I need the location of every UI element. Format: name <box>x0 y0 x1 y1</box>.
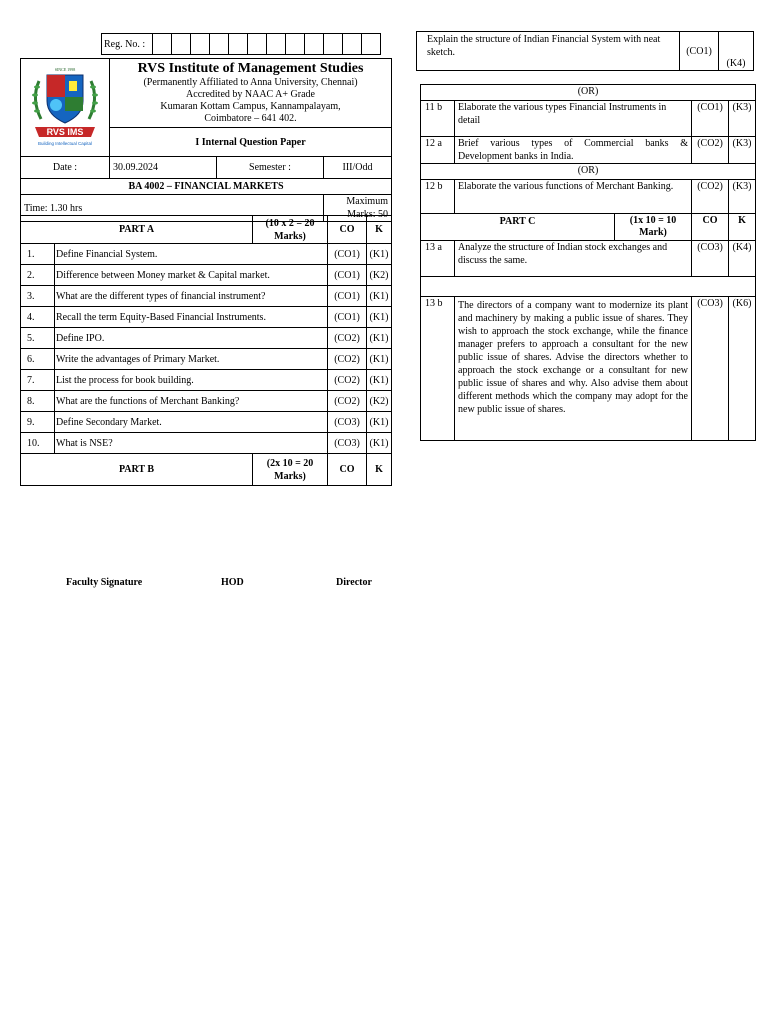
faculty-signature-label: Faculty Signature <box>66 577 143 588</box>
course-title: BA 4002 – FINANCIAL MARKETS <box>21 179 392 195</box>
question-co: (CO3) <box>692 297 729 441</box>
reg-no-box <box>324 34 343 55</box>
question-text: The directors of a company want to modernize its plant and machinery by making a public issue of shares. They wish to approach the stock exchange, while the finance manager prefers to approach a consultant for the new public issue of shares. Advise the directors whether to approach the stock exchange or a consultant for new public issue of shares and why. Also advise them about different methods which the company may adopt for the new public issue of shares. <box>455 297 692 441</box>
reg-no-box <box>229 34 248 55</box>
question-co: (CO2) <box>328 328 367 349</box>
question-co: (CO3) <box>328 412 367 433</box>
question-k: (K6) <box>729 297 756 441</box>
reg-no-box <box>343 34 362 55</box>
question-k: (K1) <box>367 349 392 370</box>
question-number: 13 b <box>421 297 455 441</box>
part-a-question-row <box>21 244 392 265</box>
director-signature-label: Director <box>336 577 372 588</box>
question-11a-table <box>416 31 754 71</box>
question-text: Difference between Money market & Capital market. <box>55 265 328 286</box>
question-k: (K1) <box>367 244 392 265</box>
part-a-question-row <box>21 328 392 349</box>
part-a-question-row <box>21 433 392 454</box>
reg-no-table <box>101 33 381 55</box>
question-number: 9. <box>21 412 55 433</box>
question-number: 2. <box>21 265 55 286</box>
k-header: K <box>367 216 392 244</box>
hod-signature-label: HOD <box>221 577 244 588</box>
reg-no-box <box>172 34 191 55</box>
date-value: 30.09.2024 <box>110 157 217 179</box>
reg-no-box <box>362 34 381 55</box>
question-co: (CO1) <box>692 101 729 137</box>
question-co: (CO1) <box>328 307 367 328</box>
part-a-question-row <box>21 286 392 307</box>
date-label: Date : <box>21 157 110 179</box>
institute-city: Coimbatore – 641 402. <box>204 113 297 124</box>
k-header: K <box>729 214 756 241</box>
question-co: (CO3) <box>692 241 729 277</box>
question-text: Recall the term Equity-Based Financial Instruments. <box>55 307 328 328</box>
logo-cell <box>21 59 110 157</box>
reg-no-box <box>286 34 305 55</box>
institute-accreditation: Accredited by NAAC A+ Grade <box>186 89 315 100</box>
logo-text: RVS IMS <box>46 126 84 137</box>
question-k: (K3) <box>729 101 756 137</box>
question-text: What are the functions of Merchant Banking? <box>55 391 328 412</box>
reg-no-box <box>191 34 210 55</box>
part-a-question-row <box>21 391 392 412</box>
question-text: Define Financial System. <box>55 244 328 265</box>
part-a-table <box>20 215 392 486</box>
question-co: (CO1) <box>680 32 719 71</box>
question-number: 8. <box>21 391 55 412</box>
question-k: (K1) <box>367 433 392 454</box>
reg-no-box <box>248 34 267 55</box>
question-number: 1. <box>21 244 55 265</box>
part-a-title: PART A <box>21 216 253 244</box>
part-a-question-row <box>21 370 392 391</box>
question-co: (CO1) <box>328 244 367 265</box>
question-k: (K4) <box>729 241 756 277</box>
question-co: (CO2) <box>328 370 367 391</box>
part-c-title: PART C <box>499 216 536 227</box>
question-number: 5. <box>21 328 55 349</box>
co-header: CO <box>328 216 367 244</box>
question-text: Elaborate the various functions of Merchant Banking. <box>455 180 692 214</box>
part-a-questions <box>21 244 392 454</box>
question-k: (K1) <box>367 370 392 391</box>
institute-info <box>110 59 392 128</box>
question-number: 12 b <box>421 180 455 214</box>
part-b-title: PART B <box>21 454 253 486</box>
question-k: (K1) <box>367 286 392 307</box>
question-number: 6. <box>21 349 55 370</box>
question-number: 10. <box>21 433 55 454</box>
question-co: (CO1) <box>328 286 367 307</box>
question-k: (K4) <box>719 32 754 71</box>
question-number: 3. <box>21 286 55 307</box>
question-number: 7. <box>21 370 55 391</box>
or-separator: (OR) <box>421 164 756 180</box>
question-co: (CO2) <box>328 349 367 370</box>
part-b-c-table <box>420 84 756 441</box>
part-a-question-row <box>21 265 392 286</box>
reg-no-box <box>305 34 324 55</box>
institute-campus: Kumaran Kottam Campus, Kannampalayam, <box>160 101 341 112</box>
part-a-question-row <box>21 307 392 328</box>
question-k: (K1) <box>367 328 392 349</box>
question-k: (K3) <box>729 180 756 214</box>
question-number: 13 a <box>421 241 455 277</box>
question-text: Brief various types of Commercial banks & Development banks in India. <box>455 137 692 164</box>
co-header: CO <box>692 214 729 241</box>
or-separator: (OR) <box>421 85 756 101</box>
reg-no-box <box>153 34 172 55</box>
institute-affiliation: (Permanently Affiliated to Anna University, Chennai) <box>143 77 358 88</box>
question-text: What is NSE? <box>55 433 328 454</box>
question-co: (CO1) <box>328 265 367 286</box>
institute-name: RVS Institute of Management Studies <box>137 61 364 76</box>
question-co: (CO2) <box>328 391 367 412</box>
question-co: (CO2) <box>692 137 729 164</box>
question-text: Write the advantages of Primary Market. <box>55 349 328 370</box>
question-text: List the process for book building. <box>55 370 328 391</box>
header-table <box>20 58 392 222</box>
question-k: (K2) <box>367 265 392 286</box>
question-co: (CO3) <box>328 433 367 454</box>
part-b-marks: (2x 10 = 20 Marks) <box>253 454 328 486</box>
co-header: CO <box>328 454 367 486</box>
question-text: Define Secondary Market. <box>55 412 328 433</box>
question-k: (K3) <box>729 137 756 164</box>
logo-top-text: SINCE 1998 <box>54 66 76 72</box>
part-a-marks: (10 x 2 = 20 Marks) <box>253 216 328 244</box>
semester-value: III/Odd <box>324 157 392 179</box>
question-text: Define IPO. <box>55 328 328 349</box>
logo-tagline: Building Intellectual Capital <box>37 140 93 146</box>
question-number: 12 a <box>421 137 455 164</box>
part-c-header <box>421 214 692 241</box>
reg-no-label: Reg. No. : <box>102 34 153 55</box>
question-k: (K1) <box>367 412 392 433</box>
max-marks: Maximum Marks: 50 <box>324 195 392 222</box>
reg-no-box <box>210 34 229 55</box>
question-text: Elaborate the various types Financial Instruments in detail <box>455 101 692 137</box>
k-header: K <box>367 454 392 486</box>
reg-no-box <box>267 34 286 55</box>
time-label: Time: 1.30 hrs <box>21 195 324 222</box>
semester-label: Semester : <box>217 157 324 179</box>
college-logo-icon <box>25 63 105 149</box>
part-a-question-row <box>21 349 392 370</box>
paper-title: I Internal Question Paper <box>110 128 392 157</box>
part-c-marks: (1x 10 = 10 Mark) <box>614 214 691 240</box>
question-k: (K1) <box>367 307 392 328</box>
question-text: Analyze the structure of Indian stock exchanges and discuss the same. <box>455 241 692 277</box>
question-text: What are the different types of financial instrument? <box>55 286 328 307</box>
blank-row <box>421 277 756 297</box>
question-number: 11 b <box>421 101 455 137</box>
question-number: 4. <box>21 307 55 328</box>
question-text: Explain the structure of Indian Financial System with neat sketch. <box>417 32 680 71</box>
question-co: (CO2) <box>692 180 729 214</box>
question-k: (K2) <box>367 391 392 412</box>
part-a-question-row <box>21 412 392 433</box>
